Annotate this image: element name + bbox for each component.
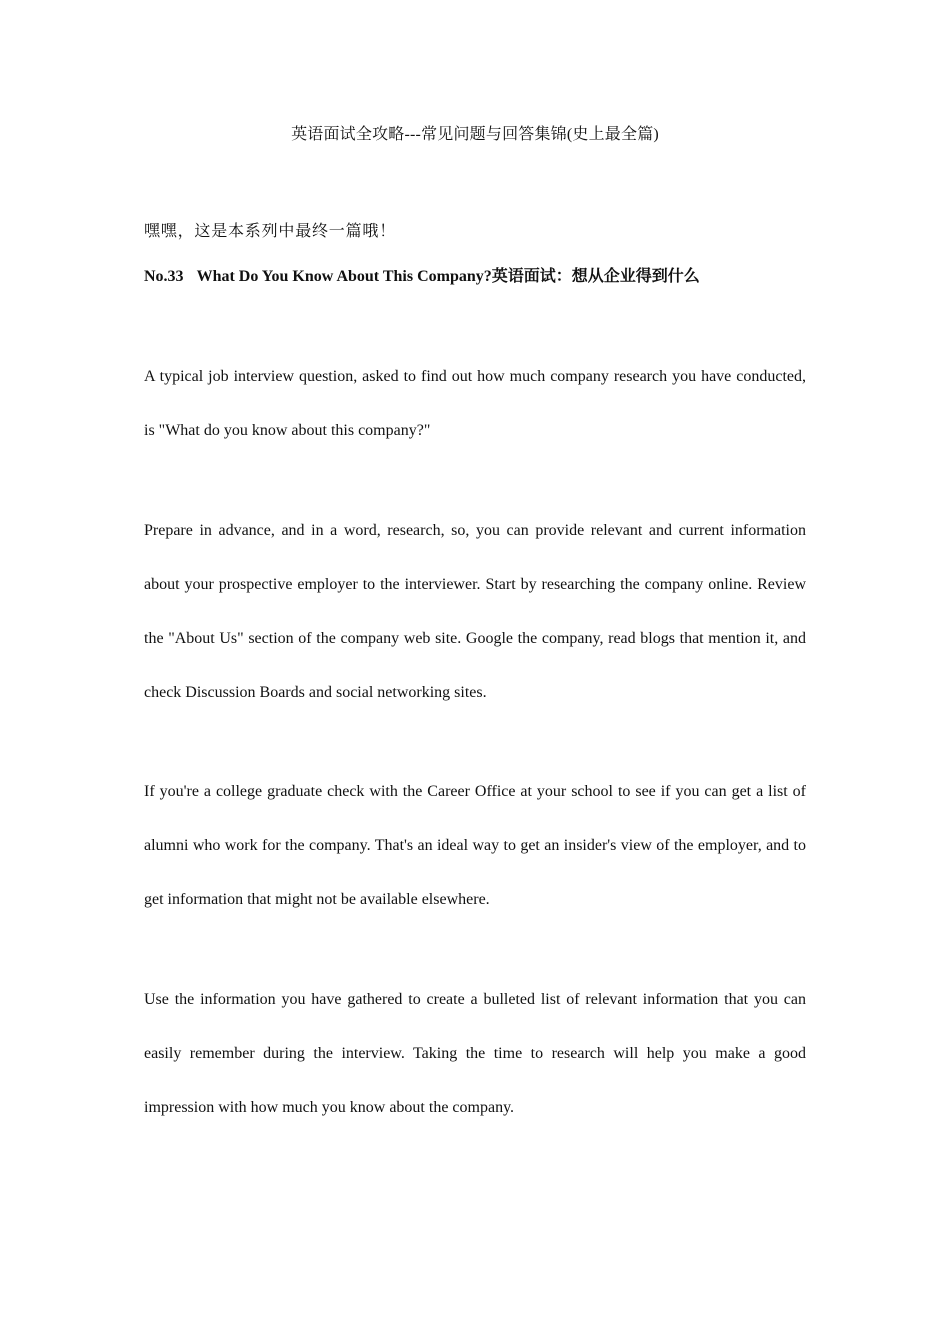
intro-text: 嘿嘿，这是本系列中最终一篇哦！ — [144, 223, 397, 240]
paragraph-2: Prepare in advance, and in a word, research, so, you can provide relevant and current information about your prospective employer to the interviewer. Start by researching the company online. Review the "About Us" section of the company web site. Google the company, read blogs that mention it, and check Discussion Boards and social networking sites. — [144, 522, 806, 701]
paragraph-4: Use the information you have gathered to create a bulleted list of relevant information that you can easily remember during the interview. Taking the time to research will help you make a good impression with how much you know about the company. — [144, 991, 806, 1116]
paragraph-3: If you're a college graduate check with the Career Office at your school to see if you can get a list of alumni who work for the company. That's an ideal way to get an insider's view of the employer, and to get information that might not be available elsewhere. — [144, 783, 806, 908]
document-title: 英语面试全攻略---常见问题与回答集锦(史上最全篇) — [291, 126, 659, 143]
question-number: No.33 — [144, 268, 184, 285]
paragraph-1: A typical job interview question, asked to find out how much company research you have conducted, is "What do you know about this company?" — [144, 368, 806, 439]
question-title: What Do You Know About This Company?英语面试：想从企业得到什么 — [196, 268, 700, 285]
section-heading — [144, 266, 806, 288]
